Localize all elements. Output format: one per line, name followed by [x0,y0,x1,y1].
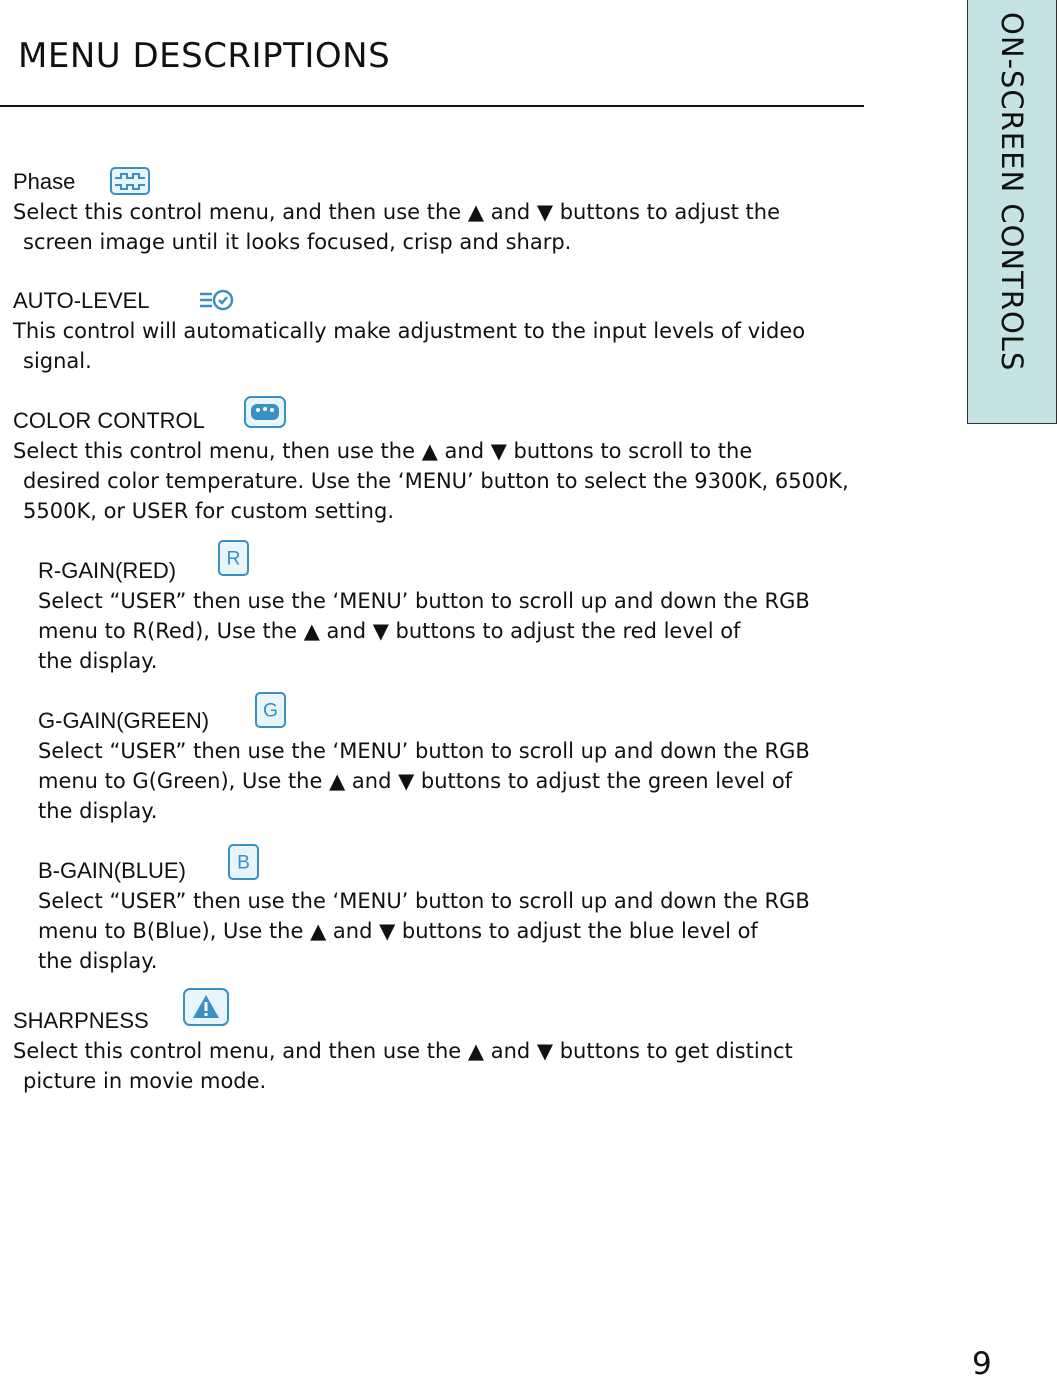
svg-text:B: B [237,852,250,874]
b-gain-line-3: the display. [38,949,158,973]
b-gain-line-2: menu to B(Blue), Use the ▲ and ▼ buttons to adjust the blue level of [38,919,758,943]
color-control-icon [244,396,286,428]
section-sharpness [13,1006,953,1096]
color-control-heading: COLOR CONTROL [13,408,205,433]
phase-line-2: screen image until it looks focused, crisp and sharp. [23,230,572,254]
section-r-gain [38,548,978,676]
color-control-line-3: 5500K, or USER for custom setting. [23,499,394,523]
sharpness-icon [183,988,229,1026]
auto-level-line-2: signal. [23,349,92,373]
b-gain-line-1: Select “USER” then use the ‘MENU’ button to scroll up and down the RGB [38,889,810,913]
section-heading [13,1006,953,1036]
phase-line-1: Select this control menu, and then use the ▲ and ▼ buttons to adjust the [13,200,781,224]
sharpness-heading: SHARPNESS [13,1008,149,1033]
r-gain-heading: R-GAIN(RED) [38,558,177,583]
b-gain-heading: B-GAIN(BLUE) [38,858,186,883]
g-gain-line-2: menu to G(Green), Use the ▲ and ▼ buttons to adjust the green level of [38,769,793,793]
b-gain-icon [228,844,259,880]
r-gain-icon [218,540,249,576]
section-auto-level [13,286,953,376]
side-tab [967,0,1057,424]
section-heading [38,548,978,586]
sharpness-line-2: picture in movie mode. [23,1069,267,1093]
section-heading [13,286,953,316]
sharpness-line-1: Select this control menu, and then use the ▲ and ▼ buttons to get distinct [13,1039,793,1063]
title-divider [0,105,864,107]
page-title: MENU DESCRIPTIONS [18,36,391,76]
section-g-gain [38,700,978,826]
r-gain-line-1: Select “USER” then use the ‘MENU’ button to scroll up and down the RGB [38,589,810,613]
section-heading [38,700,978,736]
phase-waveform-icon [110,167,150,195]
color-control-line-2: desired color temperature. Use the ‘MENU’ button to select the 9300K, 6500K, [23,469,849,493]
section-heading [38,852,978,886]
page-number: 9 [972,1346,992,1382]
auto-level-icon [197,286,237,314]
section-heading [13,406,953,436]
auto-level-heading: AUTO-LEVEL [13,288,150,313]
svg-text:G: G [263,700,278,722]
color-control-line-1: Select this control menu, then use the ▲ and ▼ buttons to scroll to the [13,439,753,463]
phase-heading: Phase [13,169,76,194]
r-gain-line-2: menu to R(Red), Use the ▲ and ▼ buttons to adjust the red level of [38,619,741,643]
svg-text:R: R [226,548,241,570]
section-color-control [13,406,953,526]
section-phase [13,167,953,257]
g-gain-icon [255,692,286,728]
r-gain-line-3: the display. [38,649,158,673]
auto-level-line-1: This control will automatically make adjustment to the input levels of video [13,319,806,343]
g-gain-line-3: the display. [38,799,158,823]
g-gain-line-1: Select “USER” then use the ‘MENU’ button to scroll up and down the RGB [38,739,810,763]
section-heading [13,167,953,197]
section-b-gain [38,852,978,976]
g-gain-heading: G-GAIN(GREEN) [38,708,210,733]
side-tab-label: ON-SCREEN CONTROLS [995,12,1029,372]
